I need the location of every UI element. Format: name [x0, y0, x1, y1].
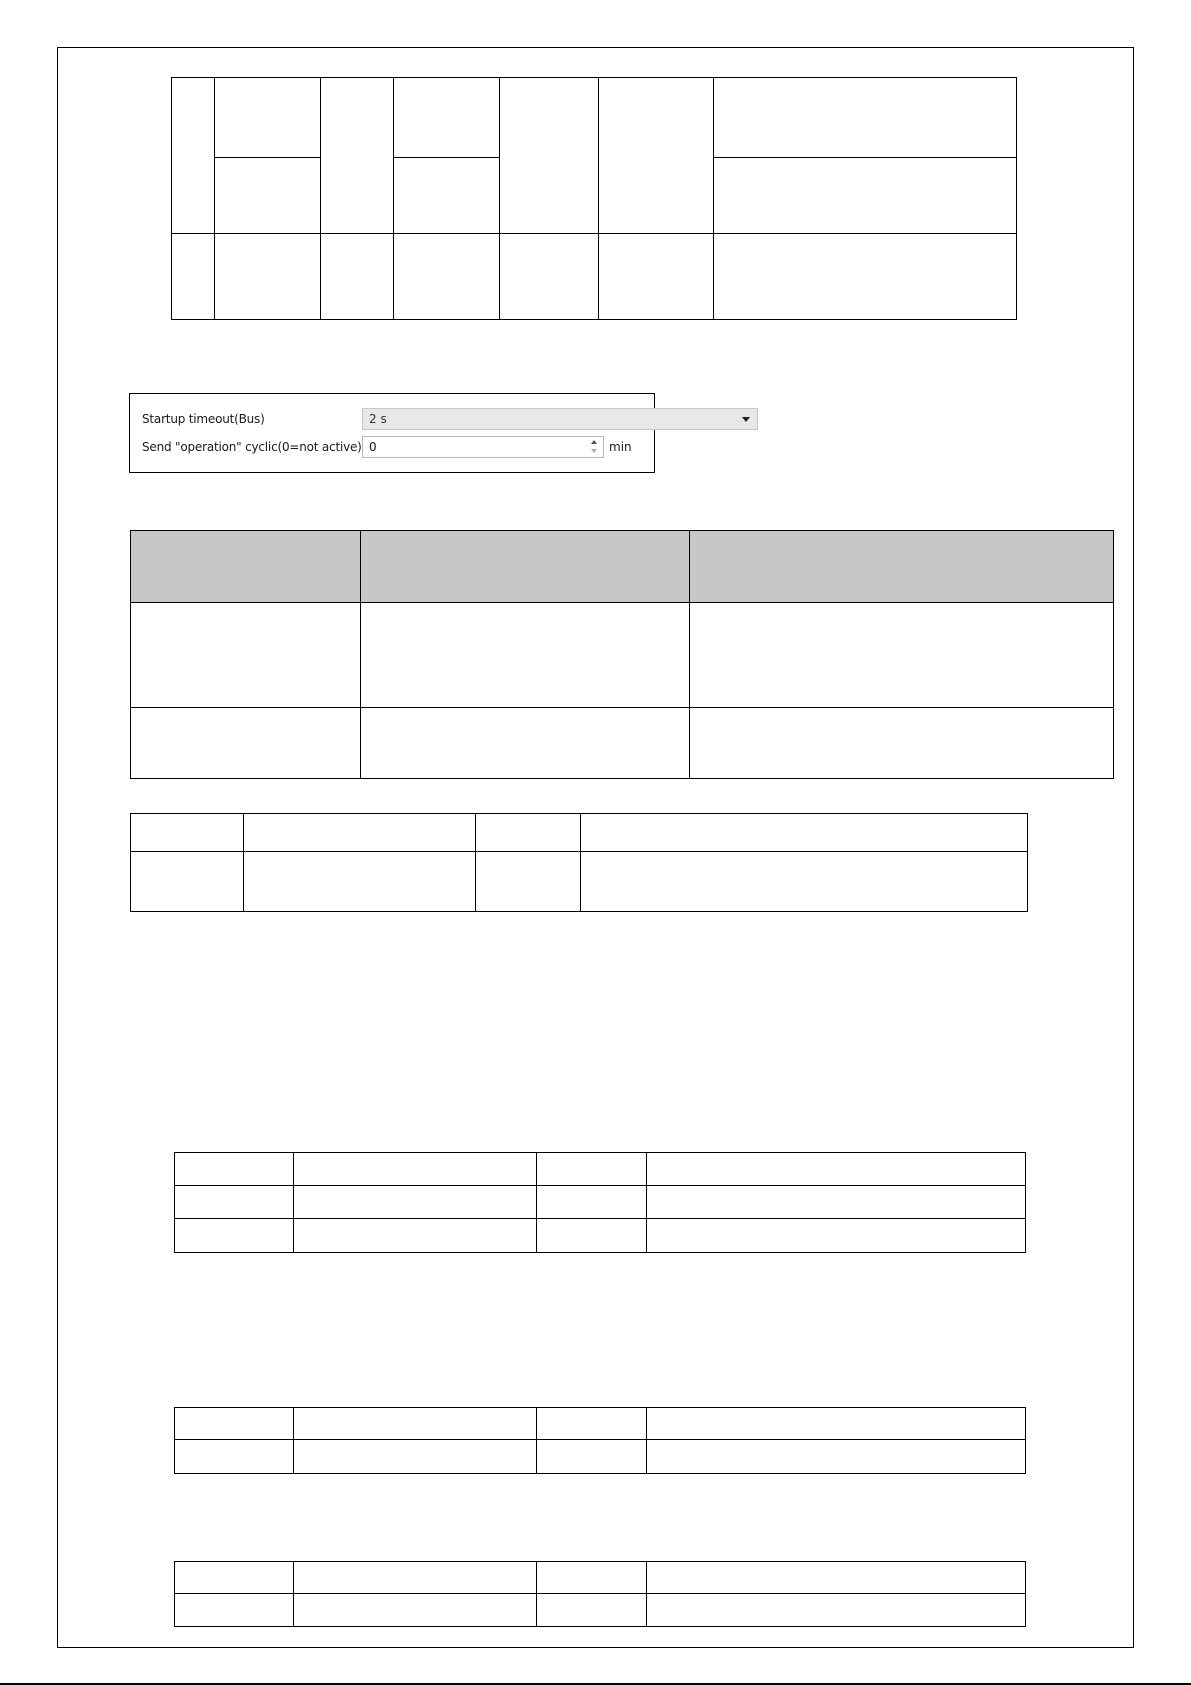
table-cell — [215, 78, 321, 158]
send-operation-cyclic-value: 0 — [369, 440, 377, 454]
table-cell — [647, 1594, 1026, 1627]
table-cell — [647, 1153, 1026, 1186]
table-cell — [175, 1594, 294, 1627]
table-cell — [244, 852, 476, 912]
table-object-4 — [174, 1561, 1026, 1627]
table-cell — [581, 852, 1028, 912]
table-cell — [131, 708, 361, 779]
table-cell — [294, 1219, 537, 1253]
table-cell — [172, 234, 215, 320]
table-cell — [215, 234, 321, 320]
spin-arrows-icon[interactable] — [590, 438, 600, 456]
table-cell — [714, 158, 1017, 234]
table-cell — [394, 158, 500, 234]
table-header-cell — [361, 531, 690, 603]
table-header-cell — [690, 531, 1114, 603]
param-row-startup-timeout — [130, 408, 654, 432]
table-cell — [131, 603, 361, 708]
table-cell — [647, 1408, 1026, 1440]
table-cell — [394, 78, 500, 158]
send-operation-cyclic-label: Send "operation" cyclic(0=not active) — [142, 440, 362, 454]
table-header-cell — [131, 531, 361, 603]
param-row-send-operation-cyclic — [130, 436, 654, 460]
spin-down-icon[interactable] — [591, 449, 597, 453]
table-cell — [500, 234, 599, 320]
table-cell — [647, 1562, 1026, 1594]
table-cell — [175, 1562, 294, 1594]
table-cell — [714, 78, 1017, 158]
table-cell — [647, 1186, 1026, 1219]
table-cell — [537, 1408, 647, 1440]
table-cell — [537, 1186, 647, 1219]
table-cell — [294, 1594, 537, 1627]
table-cell — [537, 1594, 647, 1627]
table-cell — [294, 1153, 537, 1186]
table-cell — [294, 1562, 537, 1594]
table-cell — [131, 852, 244, 912]
startup-timeout-select[interactable] — [362, 408, 758, 430]
table-top — [171, 77, 1017, 320]
table-cell — [175, 1153, 294, 1186]
table-cell — [361, 708, 690, 779]
table-cell — [647, 1440, 1026, 1474]
table-cell — [537, 1440, 647, 1474]
table-cell — [294, 1440, 537, 1474]
send-operation-cyclic-unit: min — [609, 440, 632, 454]
table-cell — [244, 814, 476, 852]
chevron-down-icon[interactable] — [742, 417, 750, 422]
startup-timeout-label: Startup timeout(Bus) — [142, 412, 265, 426]
table-cell — [294, 1408, 537, 1440]
table-object-1 — [130, 813, 1028, 912]
spin-up-icon[interactable] — [591, 440, 597, 444]
table-cell — [690, 708, 1114, 779]
table-cell — [131, 814, 244, 852]
table-cell — [175, 1219, 294, 1253]
table-cell — [537, 1219, 647, 1253]
table-cell — [690, 603, 1114, 708]
table-cell — [394, 234, 500, 320]
table-cell — [500, 78, 599, 234]
table-cell — [175, 1186, 294, 1219]
send-operation-cyclic-input[interactable] — [362, 436, 604, 458]
table-cell — [599, 234, 714, 320]
table-cell — [175, 1440, 294, 1474]
table-cell — [215, 158, 321, 234]
table-cell — [476, 814, 581, 852]
table-cell — [537, 1153, 647, 1186]
table-object-2 — [174, 1152, 1026, 1253]
parameter-panel — [129, 393, 655, 473]
startup-timeout-value: 2 s — [369, 412, 387, 426]
table-description — [130, 530, 1114, 779]
table-cell — [321, 78, 394, 234]
table-cell — [321, 234, 394, 320]
table-cell — [537, 1562, 647, 1594]
table-cell — [599, 78, 714, 234]
table-cell — [172, 78, 215, 234]
table-object-3 — [174, 1407, 1026, 1474]
table-cell — [647, 1219, 1026, 1253]
table-cell — [294, 1186, 537, 1219]
table-cell — [714, 234, 1017, 320]
table-cell — [361, 603, 690, 708]
table-cell — [175, 1408, 294, 1440]
table-cell — [476, 852, 581, 912]
table-cell — [581, 814, 1028, 852]
